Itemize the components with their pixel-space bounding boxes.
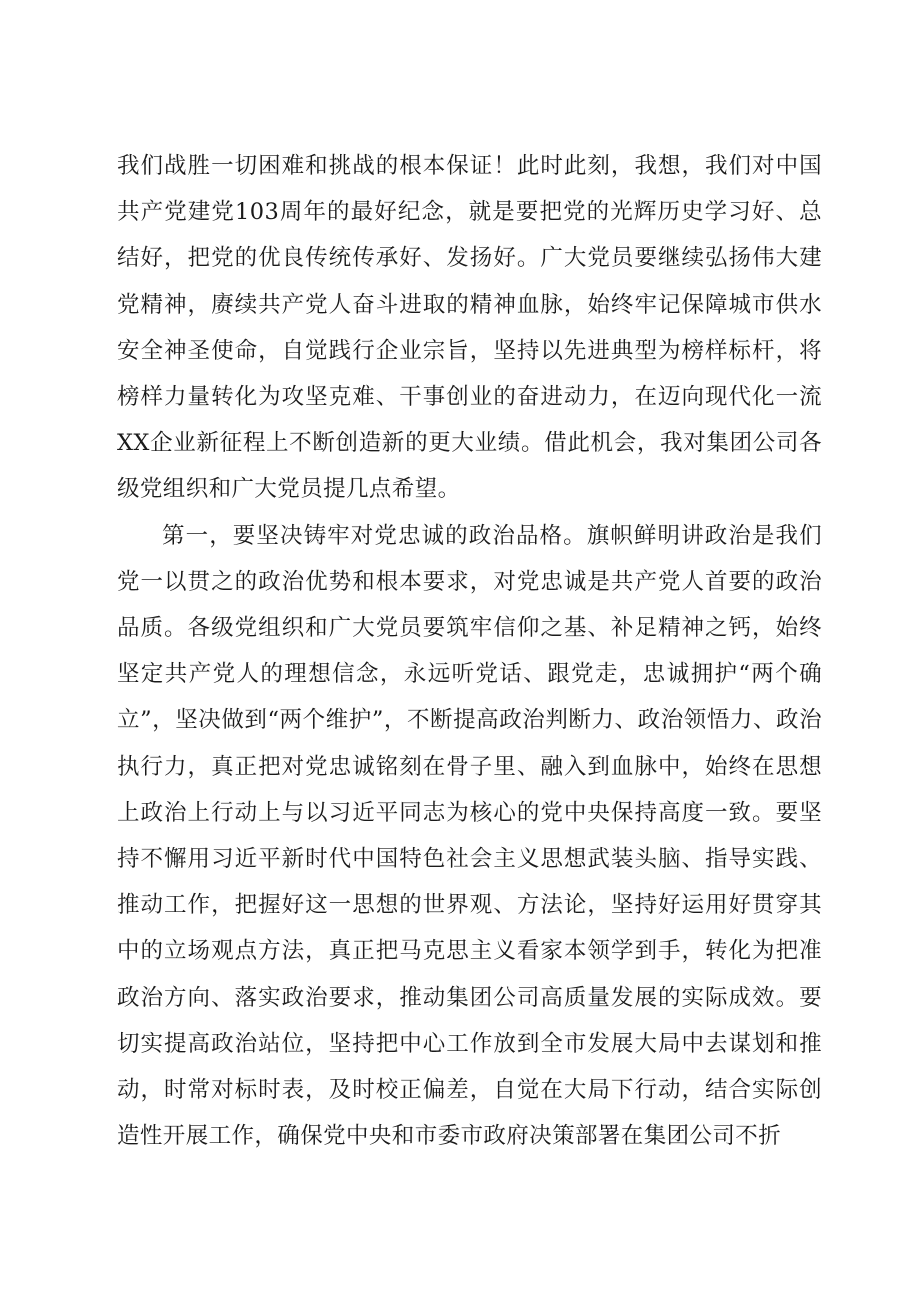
paragraph-1: 我们战胜一切困难和挑战的根本保证！此时此刻，我想，我们对中国共产党建党103周年的最好纪念，就是要把党的光辉历史学习好、总结好，把党的优良传统传承好、发扬好。广大党员要继续弘扬伟大建党精神，赓续共产党人奋斗进取的精神血脉，始终牢记保障城市供水安全神圣使命，自觉践行企业宗旨，坚持以先进典型为榜样标杆，将榜样力量转化为攻坚克难、干事创业的奋进动力，在迈向现代化一流XX企业新征程上不断创造新的更大业绩。借此机会，我对集团公司各级党组织和广大党员提几点希望。 bbox=[117, 153, 822, 503]
body-text bbox=[117, 143, 822, 1159]
paragraph-2: 第一，要坚决铸牢对党忠诚的政治品格。旗帜鲜明讲政治是我们党一以贯之的政治优势和根本要求，对党忠诚是共产党人首要的政治品质。各级党组织和广大党员要筑牢信仰之基、补足精神之钙，始终坚定共产党人的理想信念，永远听党话、跟党走，忠诚拥护“两个确立”，坚决做到“两个维护”，不断提高政治判断力、政治领悟力、政治执行力，真正把对党忠诚铭刻在骨子里、融入到血脉中，始终在思想上政治上行动上与以习近平同志为核心的党中央保持高度一致。要坚持不懈用习近平新时代中国特色社会主义思想武装头脑、指导实践、推动工作，把握好这一思想的世界观、方法论，坚持好运用好贯穿其中的立场观点方法，真正把马克思主义看家本领学到手，转化为把准政治方向、落实政治要求，推动集团公司高质量发展的实际成效。要切实提高政治站位，坚持把中心工作放到全市发展大局中去谋划和推动，时常对标时表，及时校正偏差，自觉在大局下行动，结合实际创造性开展工作，确保党中央和市委市政府决策部署在集团公司不折 bbox=[117, 522, 822, 1150]
